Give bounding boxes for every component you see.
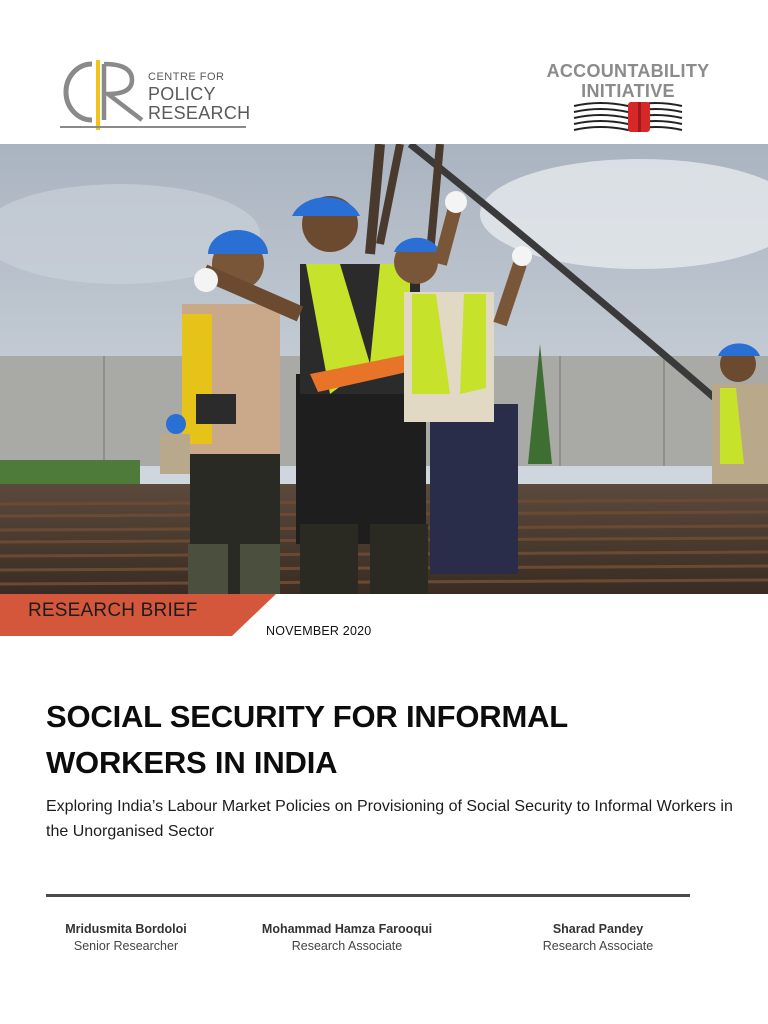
document-title xyxy=(46,694,706,786)
author-role: Senior Researcher xyxy=(73,939,179,953)
author-2 xyxy=(252,922,442,953)
cpr-logo-line3: RESEARCH xyxy=(148,103,251,123)
accountability-initiative-logo xyxy=(528,62,728,134)
ai-logo-line2: INITIATIVE xyxy=(581,81,675,101)
author-role: Research Associate xyxy=(291,939,403,953)
research-brief-label: RESEARCH BRIEF xyxy=(28,600,198,621)
hero-photo-workers xyxy=(0,144,768,594)
cpr-logo-line2: POLICY xyxy=(148,84,216,104)
author-role: Research Associate xyxy=(542,939,654,953)
author-name: Sharad Pandey xyxy=(552,922,644,936)
divider xyxy=(46,894,690,897)
book-stack-icon xyxy=(570,100,686,134)
cpr-logo xyxy=(56,58,251,132)
author-3 xyxy=(528,922,668,953)
document-subtitle: Exploring India’s Labour Market Policies on Provisioning of Social Security to Informal Workers in the Unorganised Sector xyxy=(46,798,733,840)
cpr-logo-line1: CENTRE FOR xyxy=(148,71,225,83)
author-name: Mohammad Hamza Farooqui xyxy=(261,922,433,936)
author-1 xyxy=(56,922,196,953)
publication-date: NOVEMBER 2020 xyxy=(266,624,372,638)
author-name: Mridusmita Bordoloi xyxy=(65,922,187,936)
document-title-line1: SOCIAL SECURITY FOR INFORMAL xyxy=(46,699,568,734)
document-title-line2: WORKERS IN INDIA xyxy=(46,745,338,780)
ai-logo-line1: ACCOUNTABILITY xyxy=(546,61,710,81)
